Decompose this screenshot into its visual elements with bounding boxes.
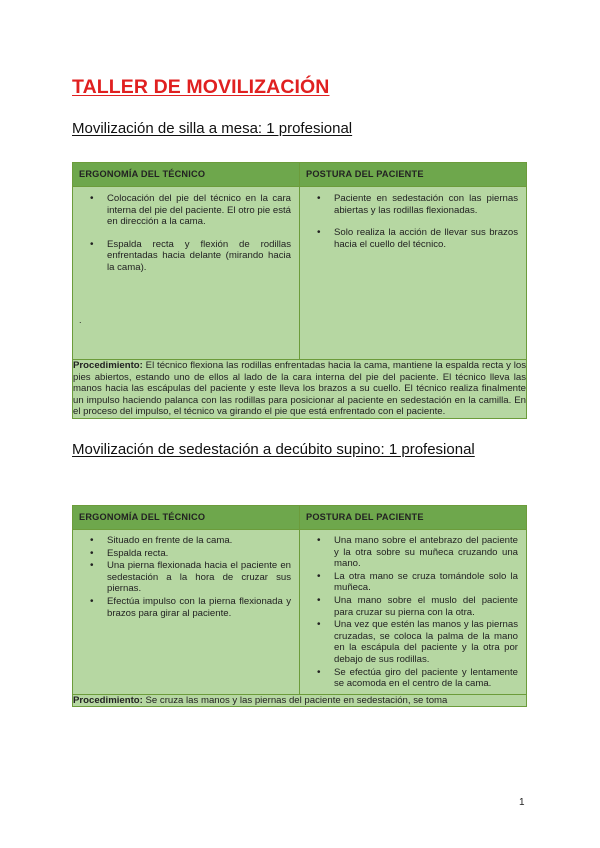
header-ergonomia: ERGONOMÍA DEL TÉCNICO [73,163,300,187]
procedure-text: Se cruza las manos y las piernas del paciente en sedestación, se toma [145,694,448,706]
ergonomia-list [73,535,299,619]
stray-mark: . [79,315,82,325]
header-ergonomia: ERGONOMÍA DEL TÉCNICO [73,506,300,530]
page-title: TALLER DE MOVILIZACIÓN [72,76,330,98]
postura-list [300,535,526,690]
list-item: • Colocación del pie del técnico en la cara interna del pie del paciente. El otro pie está en dirección a la cama. [73,193,299,228]
list-item: • Paciente en sedestación con las piernas abiertas y las rodillas flexionadas. [300,193,526,216]
list-item: • Espalda recta y flexión de rodillas enfrentadas hacia delante (mirando hacia la cama). [73,239,299,274]
section-title-sedestacion-a-decubito: Movilización de sedestación a decúbito supino: 1 profesional [72,441,475,458]
postura-cell [300,187,527,360]
postura-list [300,193,526,250]
table-silla-a-mesa [72,162,527,419]
list-item: • Una vez que estén las manos y las piernas cruzadas, se coloca la palma de la mano en la escápula del paciente y la otra por debajo de sus rodillas. [300,619,526,665]
list-item: • Situado en frente de la cama. [73,535,299,547]
page-number: 1 [519,797,525,808]
section-title-silla-a-mesa: Movilización de silla a mesa: 1 profesional [72,120,353,137]
list-item: • La otra mano se cruza tomándole solo la muñeca. [300,571,526,594]
procedure-cell [73,694,527,707]
procedure-label: Procedimiento: [73,360,143,371]
ergonomia-cell [73,187,300,360]
postura-cell [300,530,527,695]
list-item: • Efectúa impulso con la pierna flexionada y brazos para girar al paciente. [73,596,299,619]
procedure-text: El técnico flexiona las rodillas enfrentadas hacia la cama, mantiene la espalda recta y los pies abiertos, estando uno de ellos al lado de la cara interna del pie del paciente. El técnico lleva las manos hacia las escápulas del paciente y este lleva los brazos a su cuello. El técnico realiza finalmente un impulso haciendo palanca con las rodillas para posicionar al paciente en sedestación en la camilla. En el proceso del impulso, el técnico va girando el pie que está enfrentado con el paciente. [73,360,526,418]
header-postura: POSTURA DEL PACIENTE [300,163,527,187]
table-sedestacion-a-decubito [72,505,527,707]
list-item: • Solo realiza la acción de llevar sus brazos hacia el cuello del técnico. [300,227,526,250]
list-item: • Se efectúa giro del paciente y lentamente se acomoda en el centro de la cama. [300,667,526,690]
list-item: • Una mano sobre el antebrazo del paciente y la otra sobre su muñeca cruzando una mano. [300,535,526,570]
list-item: • Espalda recta. [73,548,299,560]
procedure-label: Procedimiento: [73,694,143,706]
list-item: • Una mano sobre el muslo del paciente para cruzar su pierna con la otra. [300,595,526,618]
ergonomia-cell [73,530,300,695]
procedure-cell [73,360,527,419]
header-postura: POSTURA DEL PACIENTE [300,506,527,530]
list-item: • Una pierna flexionada hacia el paciente en sedestación a la hora de cruzar sus piernas. [73,560,299,595]
ergonomia-list [73,193,299,274]
